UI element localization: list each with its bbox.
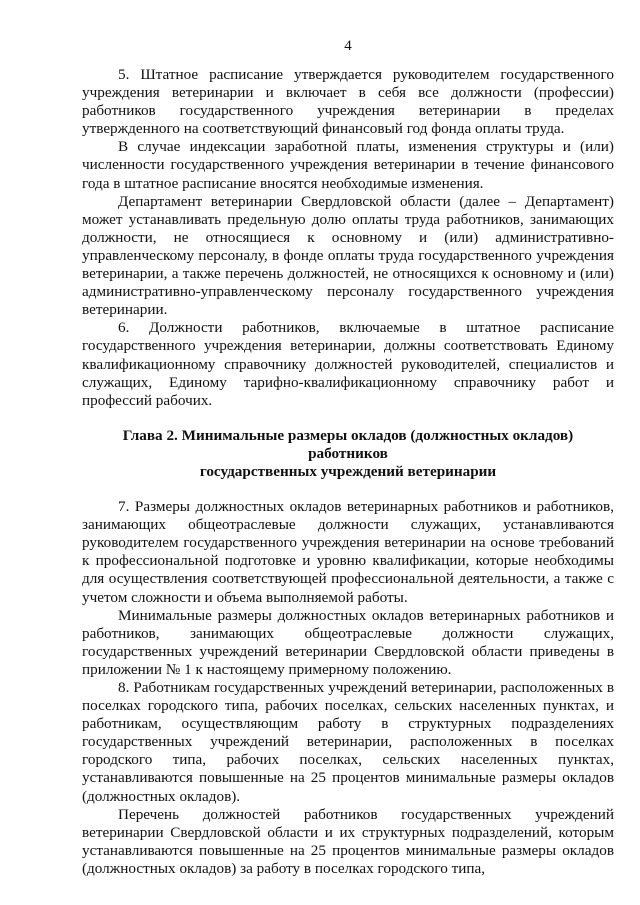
paragraph-positions-list: Перечень должностей работников государственных учреждений ветеринарии Свердловской области и их структурных подразделений, которым устанавливаются повышенные на 25 процентов минимальные размеры окладов (должностных окладов) за работу в поселках городского типа, [82,805,614,877]
paragraph-salary-indexation: В случае индексации заработной платы, изменения структуры и (или) численности государственного учреждения ветеринарии в течение финансового года в штатное расписание вносятся необходимые изменения. [82,138,614,192]
chapter-heading-line-2: государственных учреждений ветеринарии [199,462,497,480]
document-page [82,36,614,878]
paragraph-department-share: Департамент ветеринарии Свердловской области (далее – Департамент) может устанавливать предельную долю оплаты труда работников, занимающих должности, не относящиеся к основному и (или) административно-управленческому персоналу, в фонде оплаты труда государственного учреждения ветеринарии, а также перечень должностей, не относящихся к основному и (или) административно-управленческому персоналу государственного учреждения ветеринарии. [82,192,614,319]
paragraph-minimum-salaries: Минимальные размеры должностных окладов ветеринарных работников и работников, занимающих общеотраслевые должности служащих, государственных учреждений ветеринарии Свердловской области приведены в приложении № 1 к настоящему примерному положению. [82,606,614,678]
paragraph-8-rural-increase: 8. Работникам государственных учреждений ветеринарии, расположенных в поселках городского типа, рабочих поселках, сельских населенных пунктах, и работникам, осуществляющим работу в структурных подразделениях государственных учреждений ветеринарии, расположенных в поселках городского типа, рабочих поселках, сельских населенных пунктах, устанавливаются повышенные на 25 процентов минимальные размеры окладов (должностных окладов). [82,679,614,805]
paragraph-7-salary-sizes: 7. Размеры должностных окладов ветеринарных работников и работников, занимающих общеотраслевые должности служащих, устанавливаются руководителем государственного учреждения ветеринарии на основе требований к профессиональной подготовке и уровню квалификации, которые необходимы для осуществления соответствующей профессиональной деятельности, а также с учетом сложности и объема выполняемой работы. [82,498,614,606]
chapter-heading-line-1: Глава 2. Минимальные размеры окладов (должностных окладов) работников [122,426,574,462]
page-number: 4 [344,38,352,54]
paragraph-5-staff-schedule: 5. Штатное расписание утверждается руководителем государственного учреждения ветеринарии и включает в себя все должности (профессии) работников государственного учреждения ветеринарии в пределах утвержденного на соответствующий финансовый год фонда оплаты труда. [82,66,614,138]
chapter-2-heading [82,427,614,481]
paragraph-6-positions: 6. Должности работников, включаемые в штатное расписание государственного учреждения ветеринарии, должны соответствовать Единому квалификационному справочнику должностей руководителей, специалистов и служащих, Единому тарифно-квалификационному справочнику работ и профессий рабочих. [82,319,614,409]
